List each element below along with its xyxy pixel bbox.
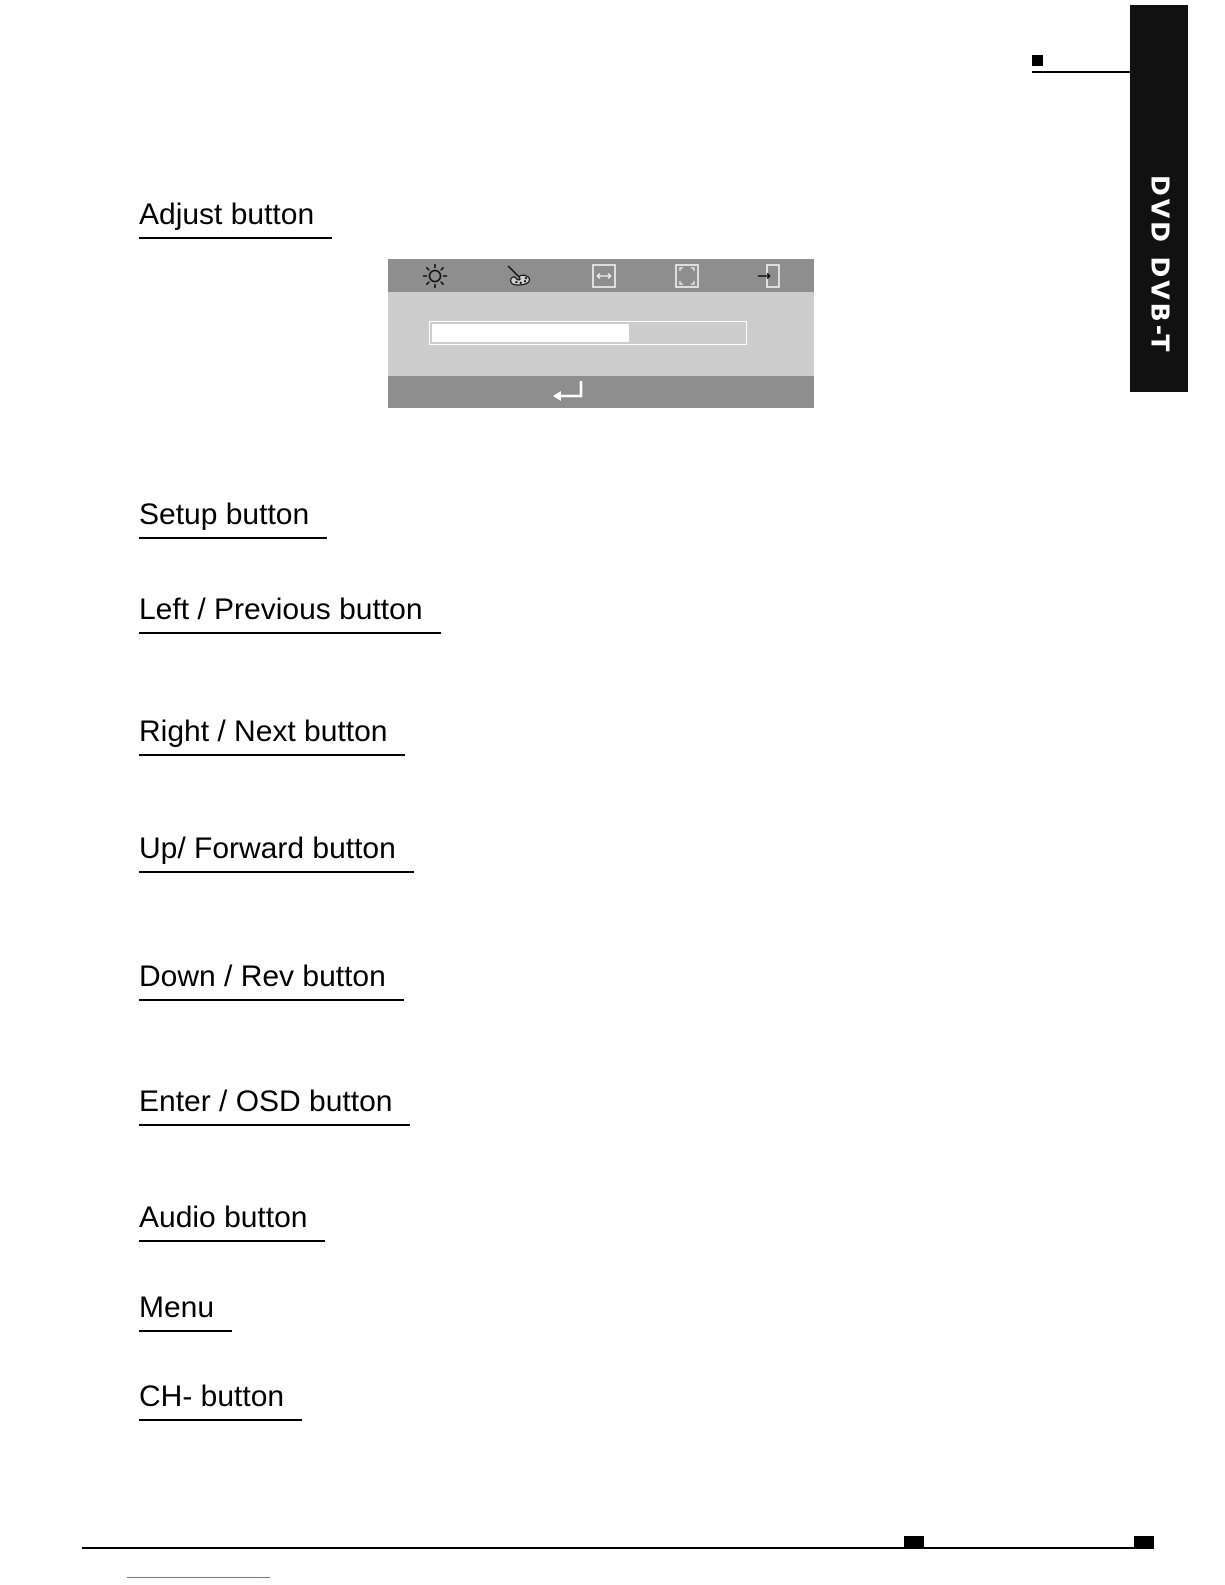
page-marker-square (1032, 55, 1043, 66)
footer-rule (82, 1547, 1154, 1549)
heading-audio-button: Audio button (139, 1201, 325, 1242)
enter-return-icon (551, 378, 587, 406)
heading-left-previous-button: Left / Previous button (139, 593, 441, 634)
heading-down-rev-button: Down / Rev button (139, 960, 404, 1001)
heading-setup-button: Setup button (139, 498, 327, 539)
heading-ch-minus-button: CH- button (139, 1380, 302, 1421)
horizontal-size-icon (591, 263, 617, 289)
heading-adjust-button: Adjust button (139, 198, 332, 239)
heading-enter-osd-button: Enter / OSD button (139, 1085, 410, 1126)
osd-level-fill (432, 324, 629, 342)
footer-mark-right (1134, 1536, 1154, 1547)
heading-menu: Menu (139, 1291, 232, 1332)
footer-mark-left (904, 1536, 924, 1547)
osd-icon-bar (388, 259, 814, 292)
page-marker-line (1032, 71, 1130, 73)
osd-adjust-panel (388, 259, 814, 408)
picture-frame-icon (674, 263, 700, 289)
osd-bottom-bar (388, 376, 814, 408)
osd-level-bar (429, 321, 747, 345)
brightness-icon (422, 263, 448, 289)
color-palette-icon (506, 263, 532, 289)
side-tab-label: DVD DVB-T (1145, 175, 1175, 355)
heading-right-next-button: Right / Next button (139, 715, 405, 756)
exit-icon (756, 263, 782, 289)
footer-link-underline (127, 1577, 270, 1578)
heading-up-forward-button: Up/ Forward button (139, 832, 414, 873)
